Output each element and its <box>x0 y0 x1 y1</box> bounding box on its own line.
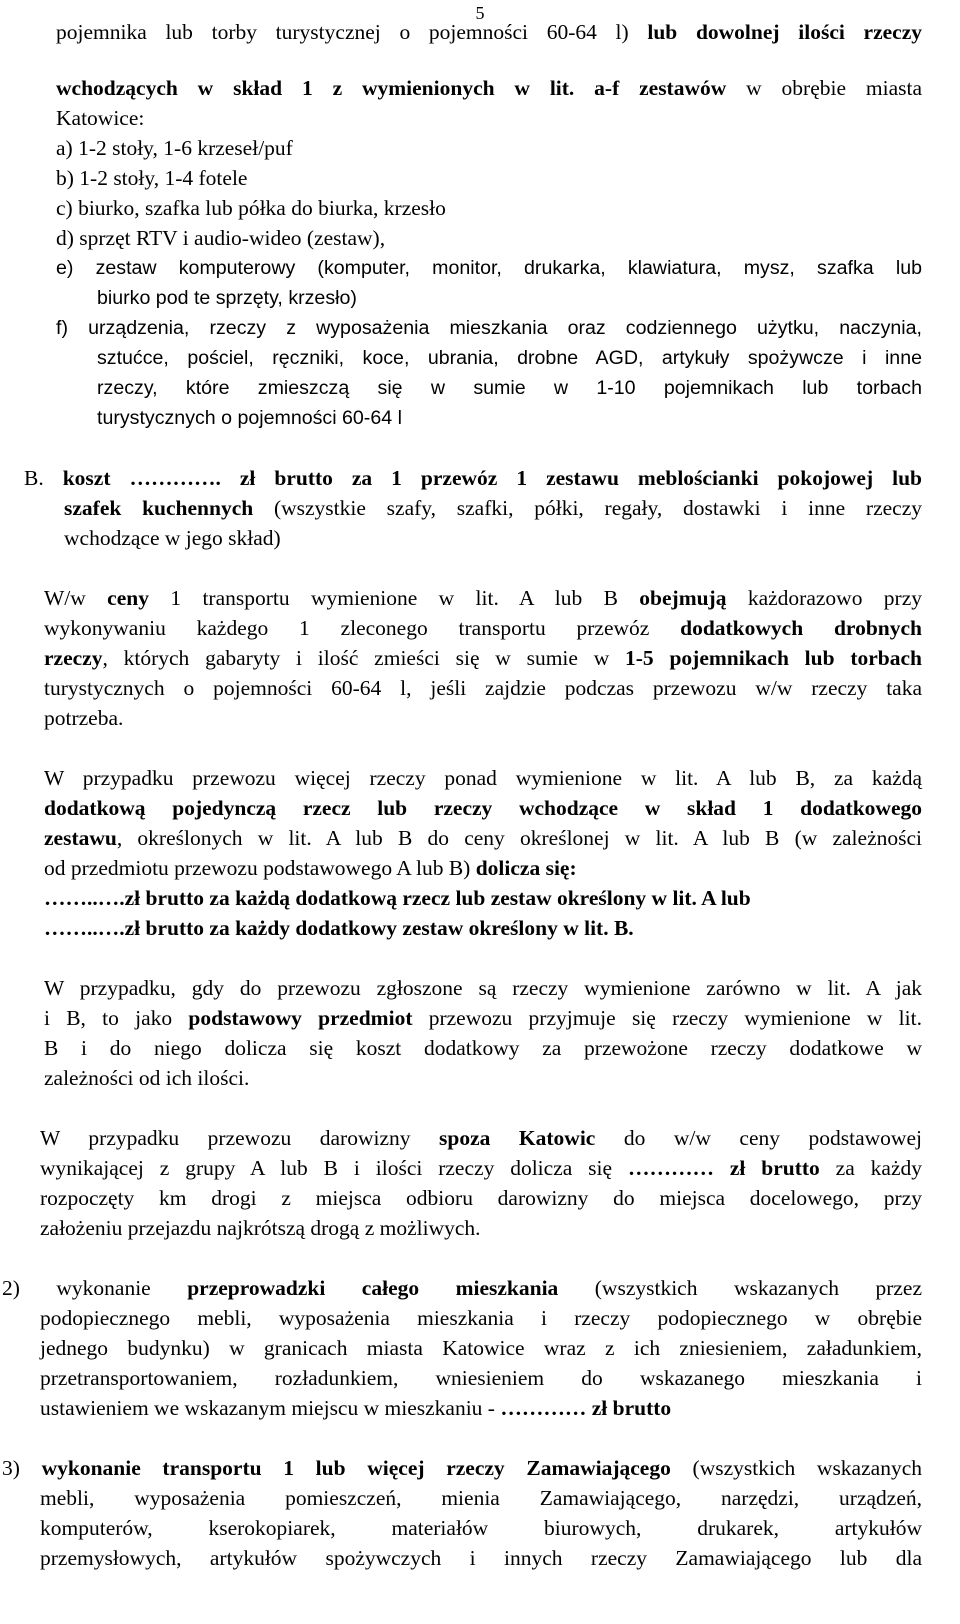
text-line <box>56 254 922 282</box>
text-run: turystycznych o pojemności 60-64 l <box>97 407 402 429</box>
text-line <box>44 884 751 912</box>
text-run: założeniu przejazdu najkrótszą drogą z możliwych. <box>40 1216 481 1240</box>
text-run: ustawieniem we wskazanym miejscu w mieszkaniu - <box>40 1396 501 1420</box>
text-run: Katowice: <box>56 106 145 130</box>
text-line <box>40 1304 922 1332</box>
text-run: przetransportowaniem, rozładunkiem, wniesieniem do wskazanego mieszkania i <box>40 1366 922 1390</box>
text-run: 2) wykonanie <box>2 1276 188 1300</box>
text-run: rzeczy, które zmieszczą się w sumie w 1-10 pojemnikach lub torbach <box>97 377 922 399</box>
text-run: , określonych w lit. A lub B do ceny określonej w lit. A lub B (w zależności <box>116 826 922 850</box>
text-line <box>40 1394 671 1422</box>
text-line <box>40 1334 922 1362</box>
text-run: wykonywaniu każdego 1 zleconego transportu przewóz <box>44 616 681 640</box>
text-line <box>64 524 281 552</box>
text-run: zależności od ich ilości. <box>44 1066 250 1090</box>
text-line <box>44 824 922 852</box>
text-run: podopiecznego mebli, wyposażenia mieszkania i rzeczy podopiecznego w obrębie <box>40 1306 922 1330</box>
text-line <box>44 764 922 792</box>
text-line <box>40 1214 481 1242</box>
text-line <box>44 854 577 882</box>
text-line <box>97 284 357 312</box>
text-line <box>40 1124 922 1152</box>
text-run: f) urządzenia, rzeczy z wyposażenia mieszkania oraz codziennego użytku, naczynia, <box>56 317 922 339</box>
text-line <box>40 1514 922 1542</box>
text-line <box>40 1154 922 1182</box>
text-run: komputerów, kserokopiarek, materiałów biurowych, drukarek, artykułów <box>40 1516 922 1540</box>
text-line <box>56 224 385 252</box>
text-line <box>44 974 922 1002</box>
text-run: c) biurko, szafka lub półka do biurka, krzesło <box>56 196 446 220</box>
text-run: rozpoczęty km drogi z miejsca odbioru darowizny do miejsca docelowego, przy <box>40 1186 922 1210</box>
text-run: od przedmiotu przewozu podstawowego A lub B) <box>44 856 476 880</box>
text-run: B i do niego dolicza się koszt dodatkowy za przewożone rzeczy dodatkowe w <box>44 1036 922 1060</box>
text-run: biurko pod te sprzęty, krzesło) <box>97 287 357 309</box>
text-line <box>97 344 922 372</box>
text-run: wchodzące w jego skład) <box>64 526 281 550</box>
text-line <box>64 494 922 522</box>
text-run: d) sprzęt RTV i audio-wideo (zestaw), <box>56 226 386 250</box>
bold-text: dodatkowych drobnych <box>680 616 922 640</box>
text-run: turystycznych o pojemności 60-64 l, jeśli zajdzie podczas przewozu w/w rzeczy taka <box>44 676 922 700</box>
text-line <box>97 404 402 432</box>
text-line <box>56 104 144 132</box>
bold-text: wchodzących w skład 1 z wymienionych w lit. a-f zestawów <box>56 76 727 100</box>
text-line <box>44 584 922 612</box>
bold-text: dodatkową pojedynczą rzecz lub rzeczy wchodzące w skład 1 dodatkowego <box>44 796 922 820</box>
bold-text: spoza Katowic <box>439 1126 596 1150</box>
text-line <box>40 1544 922 1572</box>
text-run: i B, to jako <box>44 1006 189 1030</box>
text-run: , których gabaryty i ilość zmieści się w sumie w <box>102 646 626 670</box>
text-run: w obrębie miasta <box>726 76 922 100</box>
text-line <box>44 644 922 672</box>
text-line <box>44 794 922 822</box>
text-line <box>56 314 922 342</box>
bold-text: przeprowadzki całego mieszkania <box>187 1276 559 1300</box>
text-run: do w/w ceny podstawowej <box>595 1126 922 1150</box>
text-run: każdorazowo przy <box>726 586 923 610</box>
text-line <box>44 614 922 642</box>
text-line <box>56 164 247 192</box>
text-run: wynikającej z grupy A lub B i ilości rzeczy dolicza się <box>40 1156 628 1180</box>
bold-text: obejmują <box>639 586 727 610</box>
text-run: (wszystkie szafy, szafki, półki, regały, dostawki i inne rzeczy <box>253 496 922 520</box>
text-line <box>44 1004 922 1032</box>
text-line <box>97 374 922 402</box>
text-run: b) 1-2 stoły, 1-4 fotele <box>56 166 248 190</box>
page-number: 5 <box>475 3 485 23</box>
text-run: B. <box>24 466 63 490</box>
text-line <box>56 74 922 102</box>
text-run: przemysłowych, artykułów spożywczych i innych rzeczy Zamawiającego lub dla <box>40 1546 922 1570</box>
bold-text: ………… zł brutto <box>500 1396 672 1420</box>
bold-text: 1-5 pojemnikach lub torbach <box>625 646 922 670</box>
text-line <box>56 18 922 46</box>
text-run: 3) <box>2 1456 42 1480</box>
bold-text: rzeczy <box>44 646 103 670</box>
bold-text: wykonanie transportu 1 lub więcej rzeczy Zamawiającego <box>41 1456 671 1480</box>
bold-text: ……..….zł brutto za każdy dodatkowy zestaw określony w lit. B. <box>44 916 634 940</box>
bold-text: ………… zł brutto <box>627 1156 820 1180</box>
text-line <box>2 1454 922 1482</box>
text-line <box>40 1364 922 1392</box>
bold-text: szafek kuchennych <box>64 496 254 520</box>
text-line <box>44 674 922 702</box>
text-run: W przypadku przewozu więcej rzeczy ponad wymienione w lit. A lub B, za każdą <box>44 766 922 790</box>
text-run: sztućce, pościel, ręczniki, koce, ubrania, drobne AGD, artykuły spożywcze i inne <box>97 347 922 369</box>
text-run: W przypadku, gdy do przewozu zgłoszone są rzeczy wymienione zarówno w lit. A jak <box>44 976 922 1000</box>
text-run: pojemnika lub torby turystycznej o pojemności 60-64 l) <box>56 20 648 44</box>
bold-text: podstawowy przedmiot <box>188 1006 413 1030</box>
text-run: a) 1-2 stoły, 1-6 krzeseł/puf <box>56 136 293 160</box>
text-run: jednego budynku) w granicach miasta Katowice wraz z ich zniesieniem, załadunkiem, <box>40 1336 922 1360</box>
text-line <box>24 464 922 492</box>
bold-text: dolicza się: <box>475 856 577 880</box>
text-line <box>44 914 634 942</box>
text-run: potrzeba. <box>44 706 124 730</box>
text-run: (wszystkich wskazanych <box>670 1456 922 1480</box>
text-line <box>44 1064 249 1092</box>
text-line <box>40 1184 922 1212</box>
text-run: przewozu przyjmuje się rzeczy wymienione w lit. <box>412 1006 922 1030</box>
text-run: 1 transportu wymienione w lit. A lub B <box>148 586 640 610</box>
text-line <box>56 194 446 222</box>
bold-text: ……..….zł brutto za każdą dodatkową rzecz lub zestaw określony w lit. A lub <box>44 886 751 910</box>
text-line <box>44 1034 922 1062</box>
text-run: W/w <box>44 586 108 610</box>
text-run: (wszystkich wskazanych przez <box>558 1276 923 1300</box>
bold-text: koszt …………. zł brutto za 1 przewóz 1 zestawu meblościanki pokojowej lub <box>62 466 922 490</box>
text-line <box>44 704 123 732</box>
bold-text: lub dowolnej ilości rzeczy <box>647 20 922 44</box>
text-line <box>56 134 293 162</box>
text-run: W przypadku przewozu darowizny <box>40 1126 440 1150</box>
text-run: mebli, wyposażenia pomieszczeń, mienia Zamawiającego, narzędzi, urządzeń, <box>40 1486 922 1510</box>
text-line <box>2 1274 922 1302</box>
text-run: e) zestaw komputerowy (komputer, monitor, drukarka, klawiatura, mysz, szafka lub <box>56 257 922 279</box>
text-run: za każdy <box>819 1156 922 1180</box>
bold-text: ceny <box>107 586 149 610</box>
bold-text: zestawu <box>44 826 117 850</box>
text-line <box>40 1484 922 1512</box>
